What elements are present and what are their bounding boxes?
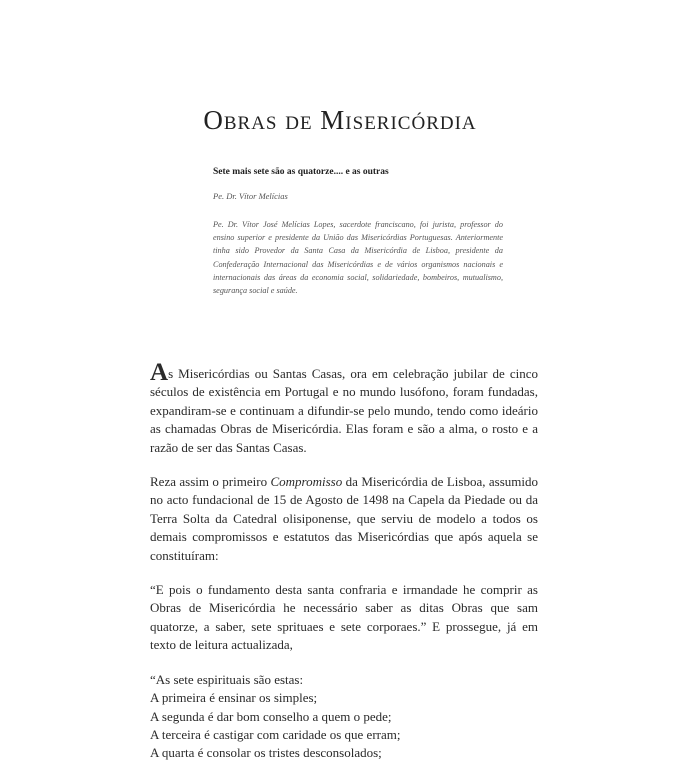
intro-block	[213, 167, 503, 297]
list-item: A primeira é ensinar os simples;	[150, 690, 318, 706]
drop-cap: A	[150, 359, 169, 386]
article-subtitle: Sete mais sete são as quatorze.... e as outras	[213, 167, 389, 177]
author-bio: Pe. Dr. Vítor José Melícias Lopes, sacerdote franciscano, foi jurista, professor do ensino superior e presidente da União das Misericórdias Portuguesas. Anteriormente tinha sido Provedor da Santa Casa da Misericórdia de Lisboa, presidente da Confederação Internacional das Misericórdias e de vários organismos nacionais e internacionais das áreas da economia social, solidariedade, bombeiros, mutualismo, segurança social e saúde.	[213, 220, 503, 296]
author-name: Pe. Dr. Vítor Melícias	[213, 191, 288, 201]
list-item: A quarta é consolar os tristes desconsolados;	[150, 745, 382, 761]
paragraph-1-text: s Misericórdias ou Santas Casas, ora em celebração jubilar de cinco séculos de existência em Portugal e no mundo lusófono, foram fundadas, expandiram-se e continuam a difundir-se pelo mundo, tendo como ideário as chamadas Obras de Misericórdia. Elas foram e são a alma, o rosto e a razão de ser das Santas Casas.	[150, 366, 538, 455]
paragraph-2	[150, 473, 538, 565]
list-item: A terceira é castigar com caridade os que erram;	[150, 726, 401, 742]
list-item: “As sete espirituais são estas:	[150, 671, 304, 687]
paragraph-1	[150, 359, 538, 457]
page-title: Obras de Misericórdia	[203, 105, 477, 135]
paragraph-2-text-start: Reza assim o primeiro	[150, 474, 271, 490]
works-list	[150, 671, 538, 763]
list-item: A segunda é dar bom conselho a quem o pede;	[150, 708, 392, 724]
article-body	[150, 359, 538, 779]
paragraph-2-text-end: da Misericórdia de Lisboa, assumido no acto fundacional de 15 de Agosto de 1498 na Capela da Piedade ou da Terra Solta da Catedral olisiponense, que serviu de modelo a todos os demais compromissos e estatutos das Misericórdias que após aquela se constituíram:	[150, 474, 538, 563]
paragraph-3: “E pois o fundamento desta santa confraria e irmandade he comprir as Obras de Misericórdia he necessário saber as ditas Obras que sam quatorze, a saber, sete sprituaes e sete corporaes.” E prossegue, já em texto de leitura actualizada,	[150, 582, 538, 653]
compromisso-italic: Compromisso	[270, 474, 343, 490]
